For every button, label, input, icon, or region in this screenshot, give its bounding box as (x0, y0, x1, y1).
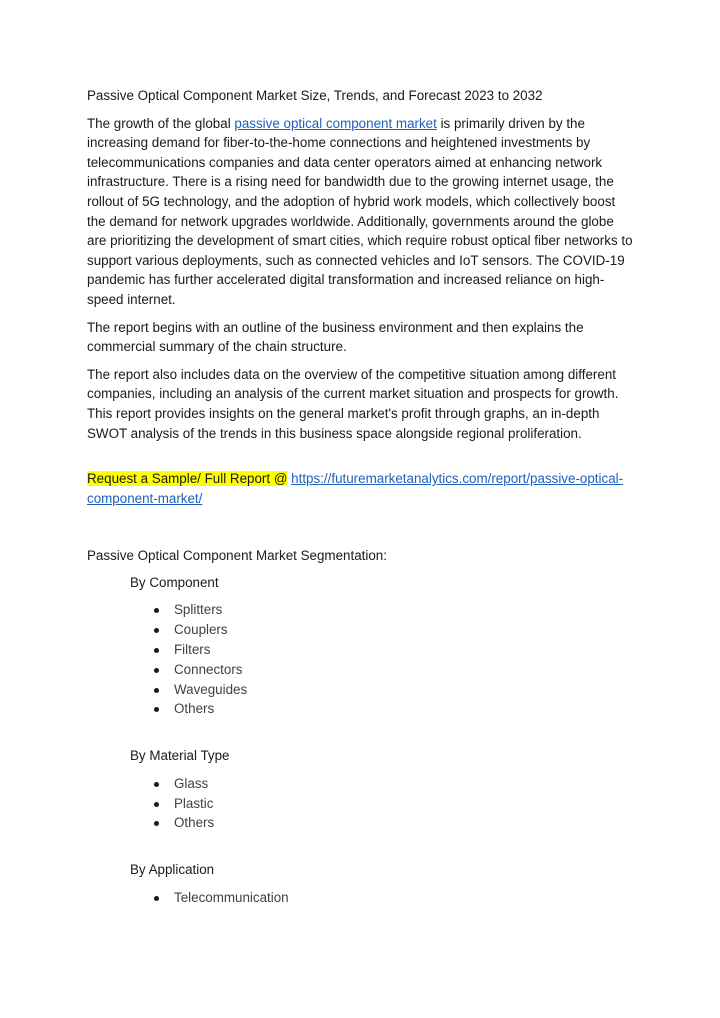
list-item-label: Connectors (174, 661, 243, 677)
segment-group-title: By Component (130, 574, 219, 590)
list-item (174, 794, 633, 814)
bullet-icon (154, 648, 159, 653)
intro-paragraph (87, 114, 633, 310)
document-body (87, 86, 633, 908)
bullet-icon (154, 707, 159, 712)
segment-group-title: By Application (130, 862, 215, 878)
request-sample-line (87, 469, 633, 508)
list-item (174, 640, 633, 660)
report-outline-paragraph: The report begins with an outline of the business environment and then explains the commercial summary of the chain structure. (87, 319, 584, 355)
segment-group-material-type (130, 746, 633, 860)
segment-list (130, 600, 633, 719)
report-url-link[interactable]: https://futuremarketanalytics.com/report/passive-optical-component-market/ (87, 471, 624, 506)
bullet-icon (154, 668, 159, 673)
report-details-paragraph: The report also includes data on the overview of the competitive situation among different companies, including an analysis of the current market situation and prospects for growth. This report provides insights on the general market's profit through graphs, an in-depth SWOT analysis of the trends in this business space alongside regional proliferation. (87, 366, 619, 441)
spacer (130, 833, 633, 860)
segment-group-application (130, 860, 633, 907)
bullet-icon (154, 628, 159, 633)
bullet-icon (154, 821, 159, 826)
list-item-label: Filters (174, 642, 211, 658)
bullet-icon (154, 896, 159, 901)
segment-list (130, 774, 633, 833)
list-item (174, 813, 633, 833)
bullet-icon (154, 802, 159, 807)
list-item-label: Waveguides (174, 681, 248, 697)
list-item (174, 600, 633, 620)
list-item (174, 680, 633, 700)
document-title: Passive Optical Component Market Size, Trends, and Forecast 2023 to 2032 (87, 88, 543, 103)
segmentation-title: Passive Optical Component Market Segmentation: (87, 548, 387, 564)
segment-group-title: By Material Type (130, 748, 230, 764)
bullet-icon (154, 608, 159, 613)
request-sample-label: Request a Sample/ Full Report @ (87, 471, 288, 487)
list-item-label: Couplers (174, 622, 228, 638)
list-item-label: Plastic (174, 795, 214, 811)
intro-text-after-link: is primarily driven by the increasing demand for fiber-to-the-home connections and heightened investments by telecommunications companies and data center operators aimed at enhancing network infrastructure. There is a rising need for bandwidth due to the growing internet usage, the rollout of 5G technology, and the adoption of hybrid work models, which collectively boost the demand for network upgrades worldwide. Additionally, governments around the globe are prioritizing the development of smart cities, which require robust optical fiber networks to support various deployments, such as connected vehicles and IoT sensors. The COVID-19 pandemic has further accelerated digital transformation and increased reliance on high-speed internet. (87, 115, 633, 307)
list-item-label: Splitters (174, 602, 223, 618)
list-item-label: Others (174, 701, 215, 717)
list-item-label: Telecommunication (174, 889, 289, 905)
market-link[interactable]: passive optical component market (234, 115, 437, 131)
list-item (174, 774, 633, 794)
list-item (174, 620, 633, 640)
bullet-icon (154, 688, 159, 693)
bullet-icon (154, 782, 159, 787)
list-item (174, 660, 633, 680)
list-item-label: Others (174, 815, 215, 831)
segment-list (130, 888, 633, 908)
segment-group-component (130, 573, 633, 746)
spacer (130, 719, 633, 746)
list-item (174, 888, 633, 908)
list-item (174, 699, 633, 719)
list-item-label: Glass (174, 775, 209, 791)
intro-text-before-link: The growth of the global (87, 115, 235, 131)
